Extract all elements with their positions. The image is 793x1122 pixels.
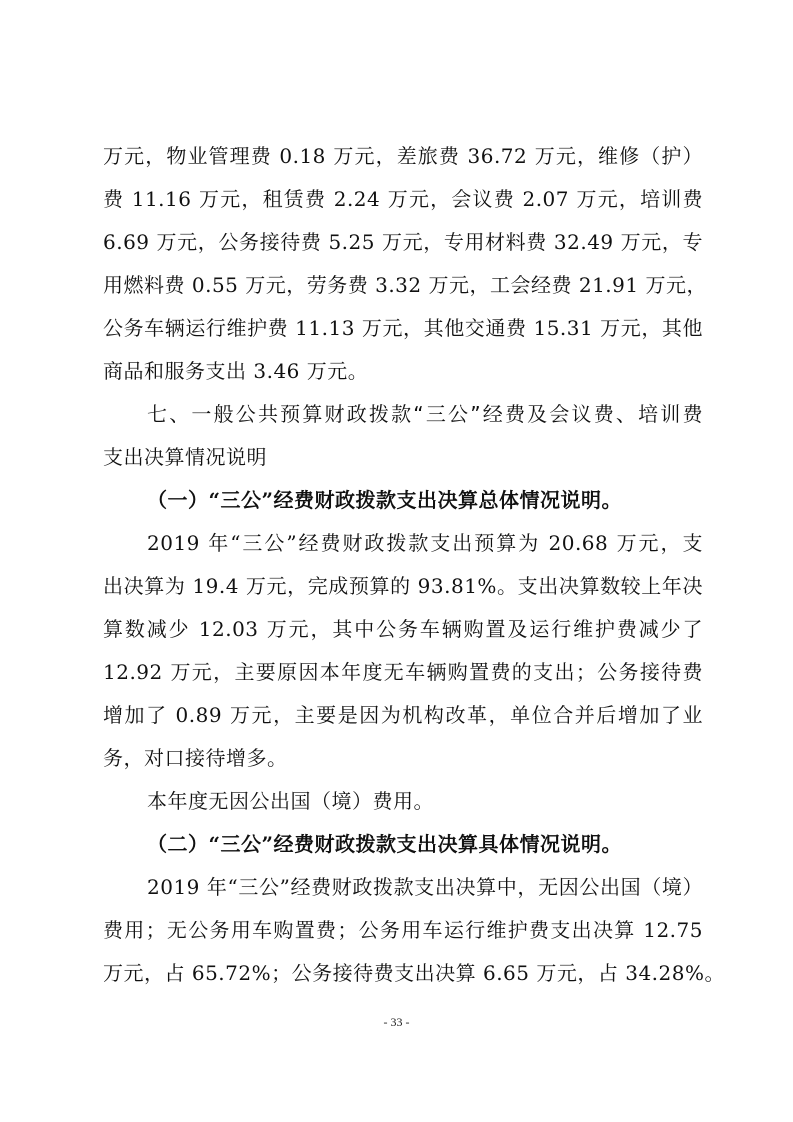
subsection-one-title: （一）“三公”经费财政拨款支出决算总体情况说明。: [147, 488, 623, 512]
specific-line-2: 费用；无公务用车购置费；公务用车运行维护费支出决算 12.75: [103, 918, 703, 942]
expense-line-1: 万元，物业管理费 0.18 万元，差旅费 36.72 万元，维修（护）: [103, 144, 703, 168]
expense-line-4: 用燃料费 0.55 万元，劳务费 3.32 万元，工会经费 21.91 万元，: [103, 273, 707, 297]
expense-line-3: 6.69 万元，公务接待费 5.25 万元，专用材料费 32.49 万元，专: [103, 230, 703, 254]
overall-line-1: 2019 年“三公”经费财政拨款支出预算为 20.68 万元，支: [147, 531, 703, 555]
abroad-paragraph: 本年度无因公出国（境）费用。: [147, 789, 434, 813]
expense-line-6: 商品和服务支出 3.46 万元。: [103, 359, 369, 383]
overall-line-4: 12.92 万元，主要原因本年度无车辆购置费的支出；公务接待费: [103, 660, 703, 684]
overall-line-6: 务，对口接待增多。: [103, 746, 288, 770]
overall-line-2: 出决算为 19.4 万元，完成预算的 93.81%。支出决算数较上年决: [103, 574, 703, 598]
page-number: - 33 -: [383, 1015, 410, 1029]
expense-line-5: 公务车辆运行维护费 11.13 万元，其他交通费 15.31 万元，其他: [103, 316, 703, 340]
specific-line-1: 2019 年“三公”经费财政拨款支出决算中，无因公出国（境）: [147, 875, 703, 899]
section-seven-title-line-2: 支出决算情况说明: [103, 445, 267, 469]
expense-line-2: 费 11.16 万元，租赁费 2.24 万元，会议费 2.07 万元，培训费: [103, 187, 703, 211]
subsection-two-title: （二）“三公”经费财政拨款支出决算具体情况说明。: [147, 832, 623, 856]
section-seven-title-line-1: 七、一般公共预算财政拨款“三公”经费及会议费、培训费: [147, 402, 703, 426]
overall-line-3: 算数减少 12.03 万元，其中公务车辆购置及运行维护费减少了: [103, 617, 703, 641]
overall-line-5: 增加了 0.89 万元，主要是因为机构改革，单位合并后增加了业: [103, 703, 703, 727]
specific-line-3: 万元，占 65.72%；公务接待费支出决算 6.65 万元，占 34.28%。: [103, 961, 725, 985]
